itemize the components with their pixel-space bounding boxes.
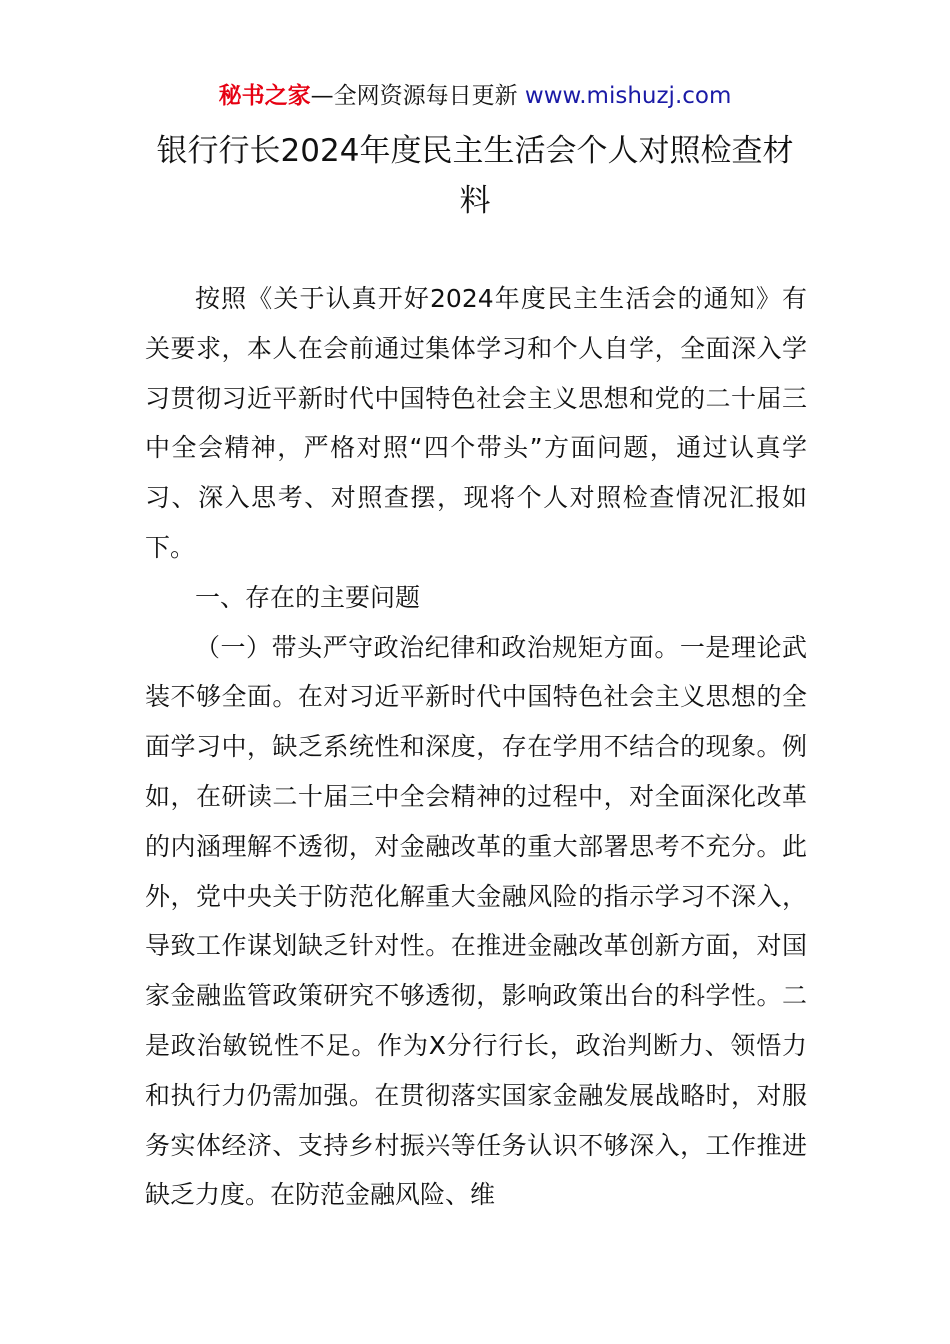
intro-paragraph: 按照《关于认真开好2024年度民主生活会的通知》有关要求，本人在会前通过集体学习和个人自学，全面深入学习贯彻习近平新时代中国特色社会主义思想和党的二十届三中全会精神，严格对照“四个带头”方面问题，通过认真学习、深入思考、对照查摆，现将个人对照检查情况汇报如下。 <box>145 284 807 562</box>
banner-site-url[interactable]: www.mishuzj.com <box>524 83 732 109</box>
document-body <box>145 274 807 1220</box>
banner-brand: 秘书之家 <box>218 83 311 109</box>
section-heading: 一、存在的主要问题 <box>195 582 421 612</box>
site-banner <box>0 80 950 112</box>
banner-slogan: —全网资源每日更新 <box>310 83 518 109</box>
document-title: 银行行长2024年度民主生活会个人对照检查材料 <box>156 133 794 219</box>
section-paragraph: （一）带头严守政治纪律和政治规矩方面。一是理论武装不够全面。在对习近平新时代中国特色社会主义思想的全面学习中，缺乏系统性和深度，存在学用不结合的现象。例如，在研读二十届三中全会精神的过程中，对全面深化改革的内涵理解不透彻，对金融改革的重大部署思考不充分。此外，党中央关于防范化解重大金融风险的指示学习不深入，导致工作谋划缺乏针对性。在推进金融改革创新方面，对国家金融监管政策研究不够透彻，影响政策出台的科学性。二是政治敏锐性不足。作为X分行行长，政治判断力、领悟力和执行力仍需加强。在贯彻落实国家金融发展战略时，对服务实体经济、支持乡村振兴等任务认识不够深入，工作推进缺乏力度。在防范金融风险、维 <box>145 632 807 1210</box>
